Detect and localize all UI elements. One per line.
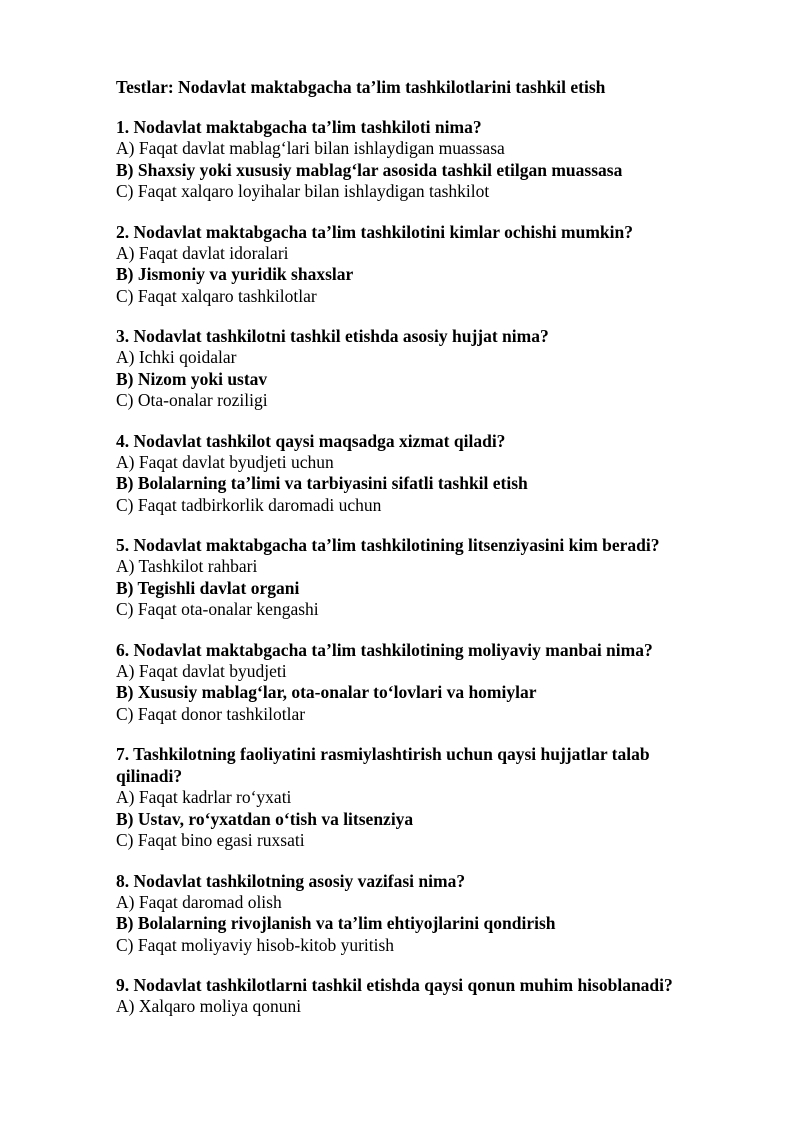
answer-option: C) Faqat xalqaro tashkilotlar — [116, 285, 317, 306]
answer-option: A) Faqat davlat idoralari — [116, 242, 289, 263]
question-block — [116, 325, 716, 412]
question-block — [116, 974, 716, 1018]
answer-option: A) Xalqaro moliya qonuni — [116, 996, 302, 1016]
question-block — [116, 430, 716, 517]
question-list — [116, 116, 716, 1018]
answer-option: C) Faqat tadbirkorlik daromadi uchun — [116, 494, 382, 515]
question-text: 3. Nodavlat tashkilotni tashkil etishda asosiy hujjat nima? — [116, 326, 549, 346]
answer-option: A) Ichki qoidalar — [116, 347, 237, 367]
answer-option: C) Ota-onalar roziligi — [116, 390, 268, 410]
document-page — [116, 76, 716, 1036]
question-text: 4. Nodavlat tashkilot qaysi maqsadga xizmat qiladi? — [116, 430, 506, 451]
question-text: 6. Nodavlat maktabgacha ta’lim tashkilotining moliyaviy manbai nima? — [116, 639, 653, 660]
correct-answer-option: B) Jismoniy va yuridik shaxslar — [116, 264, 354, 284]
correct-answer-option: B) Xususiy mablag‘lar, ota-onalar to‘lovlari va homiylar — [116, 682, 537, 702]
question-text: 7. Tashkilotning faoliyatini rasmiylashtirish uchun qaysi hujjatlar talab qilinadi? — [116, 744, 650, 786]
question-text: 1. Nodavlat maktabgacha ta’lim tashkiloti nima? — [116, 117, 482, 137]
correct-answer-option: B) Bolalarning rivojlanish va ta’lim ehtiyojlarini qondirish — [116, 913, 556, 933]
question-block — [116, 870, 716, 957]
question-text: 2. Nodavlat maktabgacha ta’lim tashkilotini kimlar ochishi mumkin? — [116, 221, 633, 242]
answer-option: A) Tashkilot rahbari — [116, 556, 258, 576]
correct-answer-option: B) Bolalarning ta’limi va tarbiyasini sifatli tashkil etish — [116, 473, 528, 493]
answer-option: A) Faqat davlat mablag‘lari bilan ishlaydigan muassasa — [116, 138, 505, 158]
question-block — [116, 221, 716, 308]
answer-option: A) Faqat davlat byudjeti uchun — [116, 451, 334, 472]
document-title: Testlar: Nodavlat maktabgacha ta’lim tashkilotlarini tashkil etish — [116, 77, 606, 97]
question-text: 8. Nodavlat tashkilotning asosiy vazifasi nima? — [116, 870, 466, 891]
correct-answer-option: B) Ustav, ro‘yxatdan o‘tish va litsenziya — [116, 808, 414, 829]
answer-option: A) Faqat davlat byudjeti — [116, 660, 287, 681]
answer-option: A) Faqat kadrlar ro‘yxati — [116, 787, 292, 807]
correct-answer-option: B) Shaxsiy yoki xususiy mablag‘lar asosida tashkil etilgan muassasa — [116, 159, 623, 180]
question-text: 9. Nodavlat tashkilotlarni tashkil etishda qaysi qonun muhim hisoblanadi? — [116, 975, 673, 995]
question-block — [116, 116, 716, 203]
correct-answer-option: B) Nizom yoki ustav — [116, 368, 268, 389]
answer-option: C) Faqat moliyaviy hisob-kitob yuritish — [116, 934, 395, 955]
answer-option: C) Faqat ota-onalar kengashi — [116, 599, 319, 619]
answer-option: C) Faqat donor tashkilotlar — [116, 703, 306, 724]
answer-option: A) Faqat daromad olish — [116, 891, 282, 912]
answer-option: C) Faqat xalqaro loyihalar bilan ishlaydigan tashkilot — [116, 181, 490, 201]
question-block — [116, 534, 716, 621]
answer-option: C) Faqat bino egasi ruxsati — [116, 830, 305, 850]
question-text: 5. Nodavlat maktabgacha ta’lim tashkilotining litsenziyasini kim beradi? — [116, 535, 660, 555]
correct-answer-option: B) Tegishli davlat organi — [116, 577, 300, 598]
question-block — [116, 639, 716, 726]
question-block — [116, 743, 716, 852]
